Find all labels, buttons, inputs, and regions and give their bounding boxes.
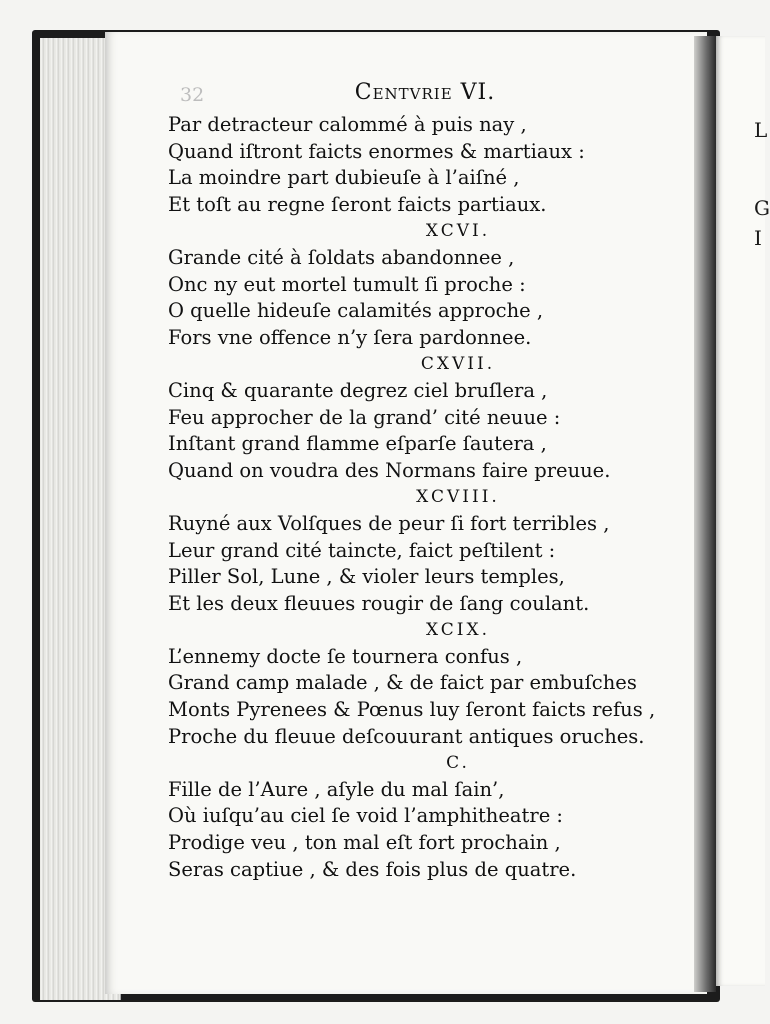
verse-line: Onc ny eut mortel tumult ſi proche : xyxy=(168,272,526,296)
quatrain-numeral: XCVIII. xyxy=(416,487,500,508)
right-page-fragment: L xyxy=(754,118,768,142)
verse-line: Prodige veu , ton mal eſt fort prochain , xyxy=(168,831,561,855)
verse-line: Et les deux fleuues rougir de ſang coulant. xyxy=(168,591,590,615)
page-number: 32 xyxy=(180,84,205,106)
verse-line: Où iuſqu’au ciel ſe void l’amphitheatre : xyxy=(168,804,563,828)
verse-line: Quand iſtront faicts enormes & martiaux : xyxy=(168,139,585,163)
verse-line: Et toſt au regne ſeront faicts partiaux. xyxy=(168,192,547,216)
verse-line: Monts Pyrenees & Pœnus luy ſeront faicts refus , xyxy=(168,698,656,722)
verse-line: Fors vne offence n’y ſera pardonnee. xyxy=(168,325,532,349)
verse-line: Grand camp malade , & de faict par embuſches xyxy=(168,671,637,695)
verse-line: Fille de l’Aure , aſyle du mal ſain’, xyxy=(168,777,505,801)
verse-line: Leur grand cité taincte, faict peſtilent : xyxy=(168,538,556,562)
verse-line: La moindre part dubieuſe à l’aiſné , xyxy=(168,166,520,190)
verse-line: O quelle hideuſe calamités approche , xyxy=(168,299,544,323)
quatrain-numeral: CXVII. xyxy=(420,354,496,375)
verse-line: Quand on voudra des Normans faire preuue. xyxy=(168,458,611,482)
right-page-fragment: I xyxy=(754,226,762,250)
right-page xyxy=(716,36,768,986)
verse-line: L’ennemy docte ſe tournera confus , xyxy=(168,644,523,668)
quatrain-numeral: XCIX. xyxy=(425,620,491,641)
verse-line: Ruyné aux Volſques de peur ſi fort terribles , xyxy=(168,511,610,535)
right-page-fragment: G xyxy=(754,196,770,220)
gutter-shadow xyxy=(694,36,716,992)
verse-line: Cinq & quarante degrez ciel bruſlera , xyxy=(168,378,548,402)
verse-line: Seras captiue , & des fois plus de quatre. xyxy=(168,857,577,881)
verse-line: Inſtant grand flamme eſparſe ſautera , xyxy=(168,432,547,456)
verse-line: Par detracteur calommé à puis nay , xyxy=(168,113,527,136)
running-head: Centvrie VI. xyxy=(354,80,496,105)
verse-line: Proche du fleuue deſcouurant antiques oruches. xyxy=(168,724,645,748)
quatrain-numeral: C. xyxy=(446,753,470,774)
verse-line: Feu approcher de la grand’ cité neuue : xyxy=(168,405,561,429)
verse-line: Piller Sol, Lune , & violer leurs temples, xyxy=(168,565,565,589)
text-block xyxy=(168,112,688,883)
verse-line: Grande cité à ſoldats abandonnee , xyxy=(168,245,515,269)
quatrain-numeral: XCVI. xyxy=(425,221,491,242)
